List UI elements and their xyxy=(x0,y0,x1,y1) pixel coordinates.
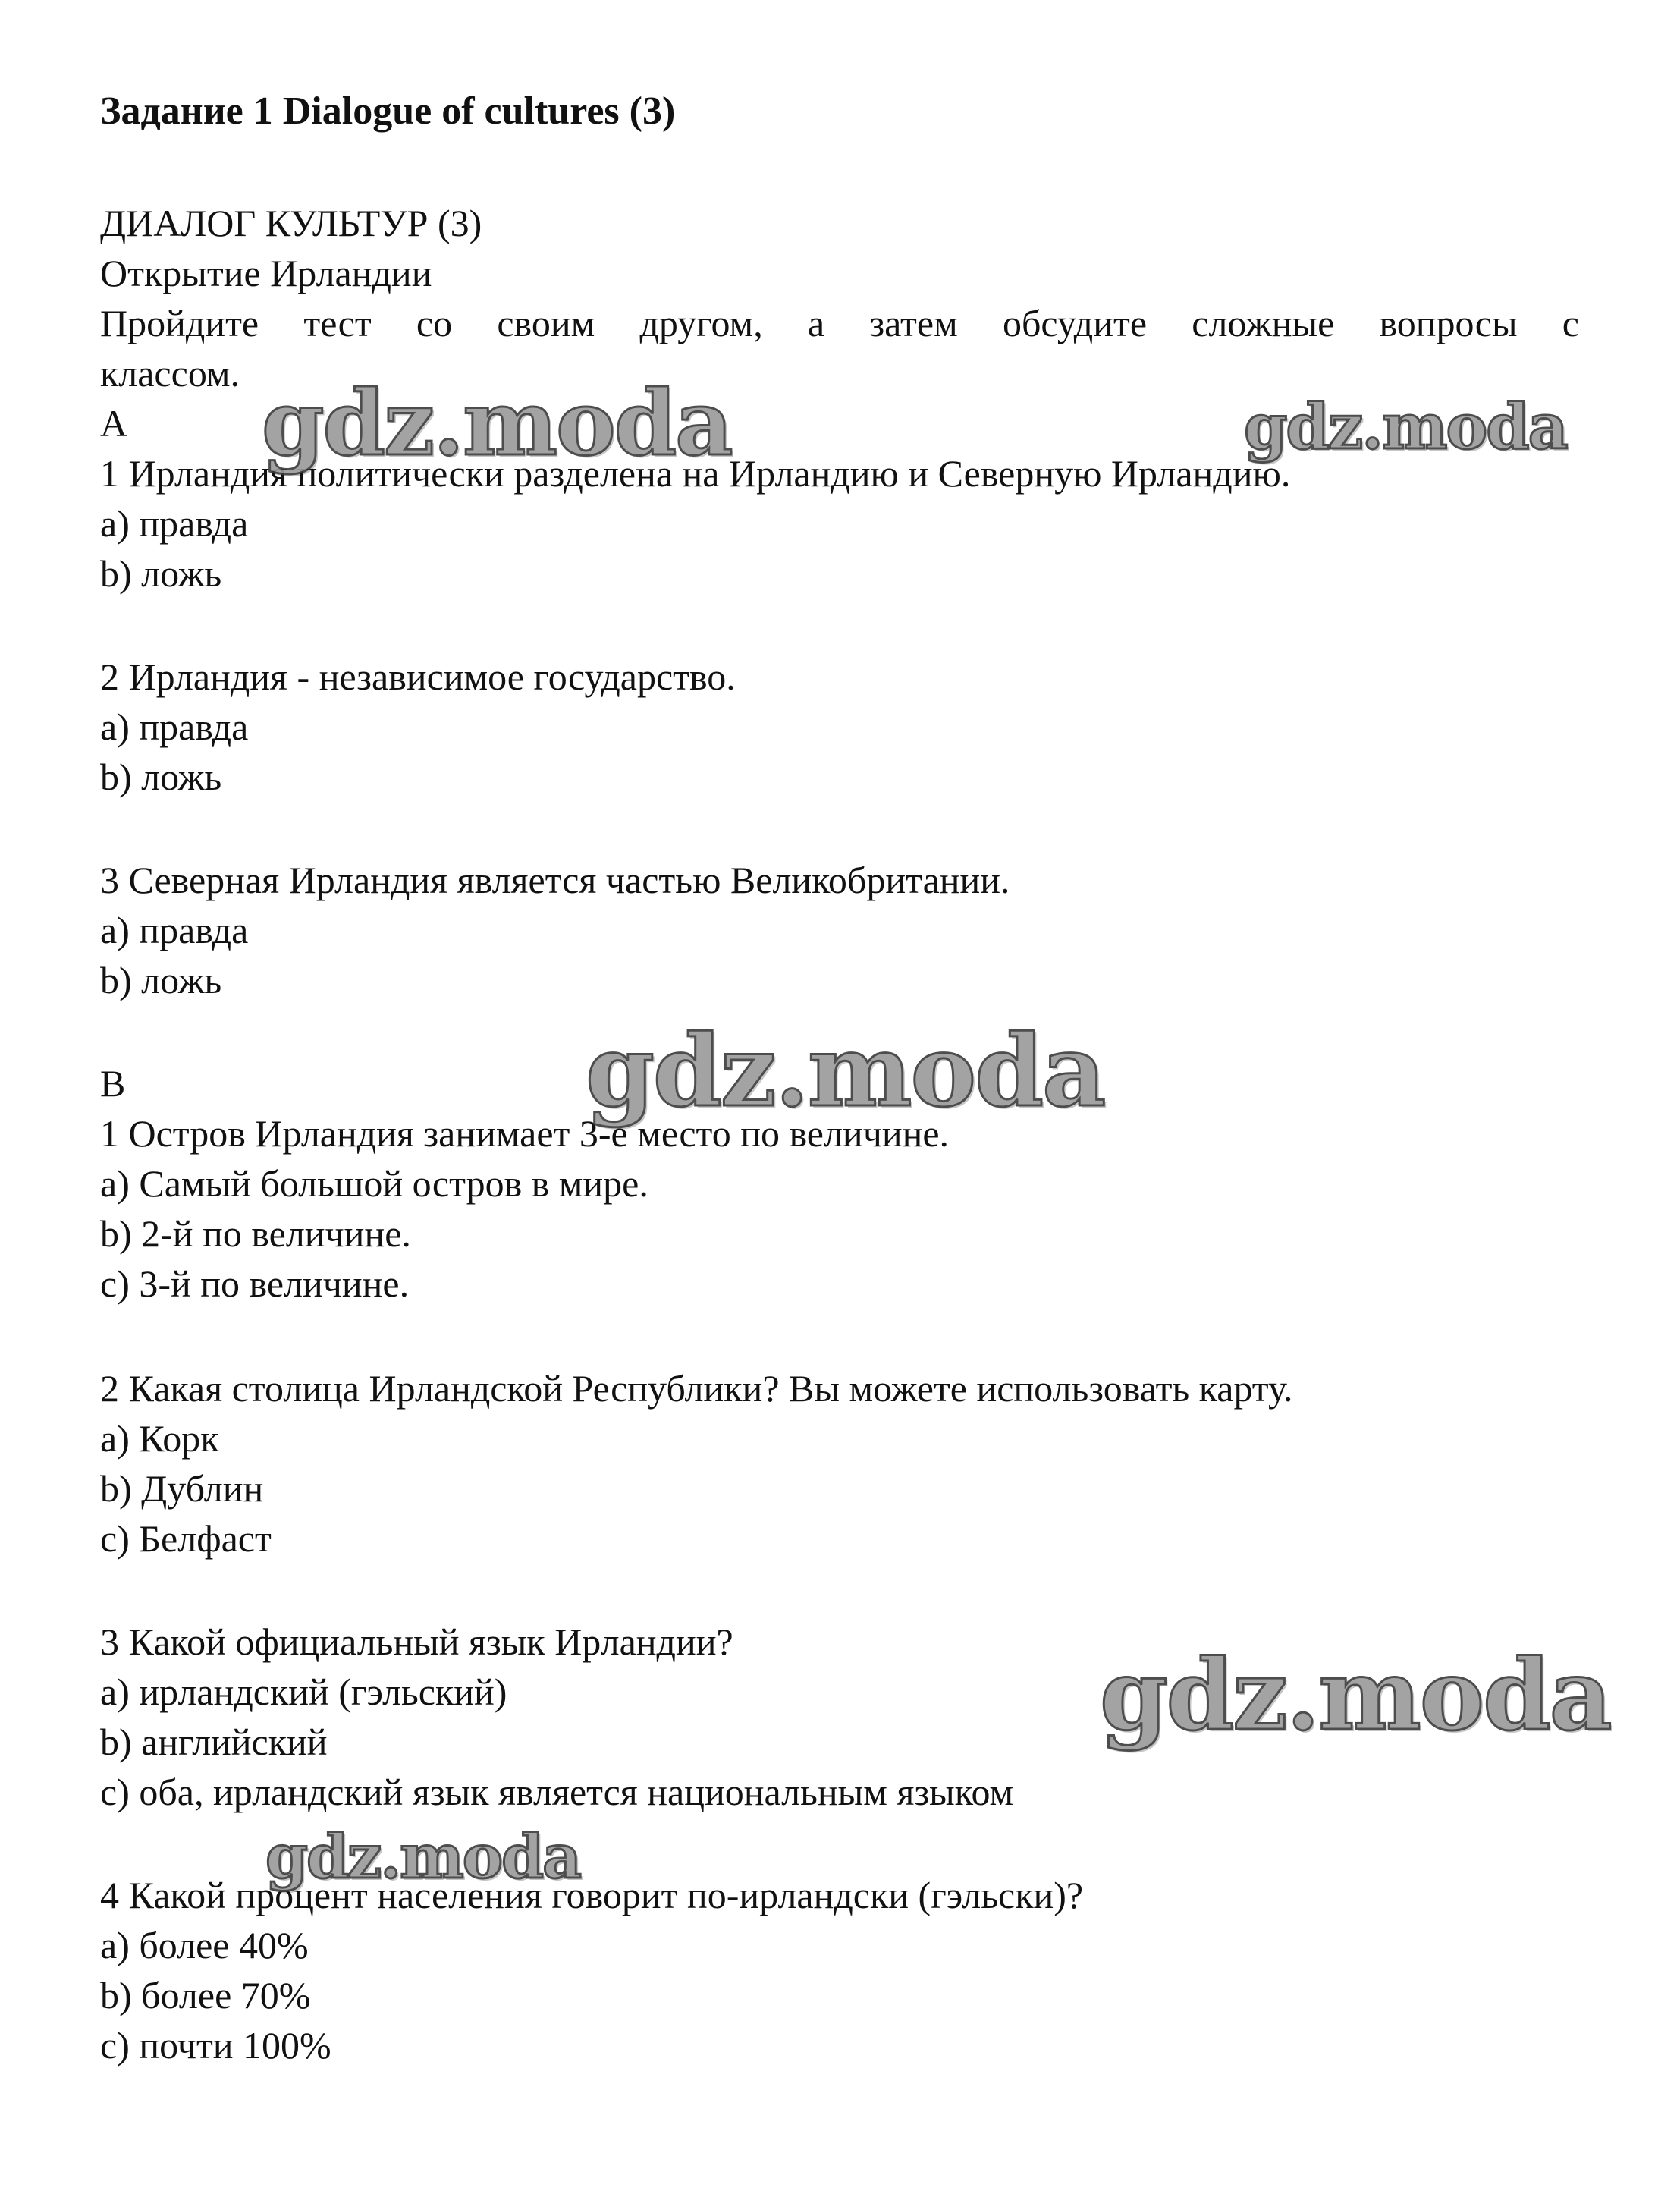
option-b1-b: b) 2-й по величине. xyxy=(100,1212,411,1255)
question-a1: 1 Ирландия политически разделена на Ирландию и Северную Ирландию. xyxy=(100,452,1291,495)
option-a3-a: a) правда xyxy=(100,909,249,951)
watermark-3: gdz.moda xyxy=(586,1013,1105,1129)
option-a3-b: b) ложь xyxy=(100,959,222,1001)
option-b4-b: b) более 70% xyxy=(100,1974,311,2016)
option-a2-b: b) ложь xyxy=(100,756,222,798)
question-b3: 3 Какой официальный язык Ирландии? xyxy=(100,1620,733,1663)
option-b2-c: c) Белфаст xyxy=(100,1517,272,1560)
section-a-label: A xyxy=(100,402,128,445)
question-b1: 1 Остров Ирландия занимает 3-е место по величине. xyxy=(100,1112,950,1155)
section-b-label: B xyxy=(100,1062,126,1105)
page-title: Задание 1 Dialogue of cultures (3) xyxy=(100,90,676,133)
option-b3-c: c) оба, ирландский язык является национальным языком xyxy=(100,1771,1014,1813)
instruction-line-2: классом. xyxy=(100,352,240,394)
question-b4: 4 Какой процент населения говорит по-ирландски (гэльски)? xyxy=(100,1874,1084,1916)
option-b4-c: c) почти 100% xyxy=(100,2024,331,2067)
option-b2-b: b) Дублин xyxy=(100,1467,264,1510)
watermark-2: gdz.moda xyxy=(1244,391,1567,464)
option-b3-a: a) ирландский (гэльский) xyxy=(100,1671,507,1713)
option-b1-a: a) Самый большой остров в мире. xyxy=(100,1162,648,1205)
question-a3: 3 Северная Ирландия является частью Великобритании. xyxy=(100,859,1010,901)
instruction-line-1: Пройдите тест со своим другом, а затем обсудите сложные вопросы с xyxy=(100,302,1579,344)
option-a1-b: b) ложь xyxy=(100,552,222,595)
heading: ДИАЛОГ КУЛЬТУР (3) xyxy=(100,202,482,244)
watermark-5: gdz.moda xyxy=(265,1821,580,1892)
option-a2-a: a) правда xyxy=(100,706,249,748)
question-a2: 2 Ирландия - независимое государство. xyxy=(100,655,736,698)
option-b4-a: a) более 40% xyxy=(100,1924,309,1966)
option-a1-a: a) правда xyxy=(100,502,249,545)
option-b1-c: c) 3-й по величине. xyxy=(100,1262,410,1305)
watermark-1: gdz.moda xyxy=(262,370,732,476)
question-b2: 2 Какая столица Ирландской Республики? Вы можете использовать карту. xyxy=(100,1367,1293,1410)
option-b2-a: a) Корк xyxy=(100,1417,219,1460)
watermark-4: gdz.moda xyxy=(1100,1639,1611,1752)
subheading: Открытие Ирландии xyxy=(100,252,432,294)
option-b3-b: b) английский xyxy=(100,1721,328,1763)
